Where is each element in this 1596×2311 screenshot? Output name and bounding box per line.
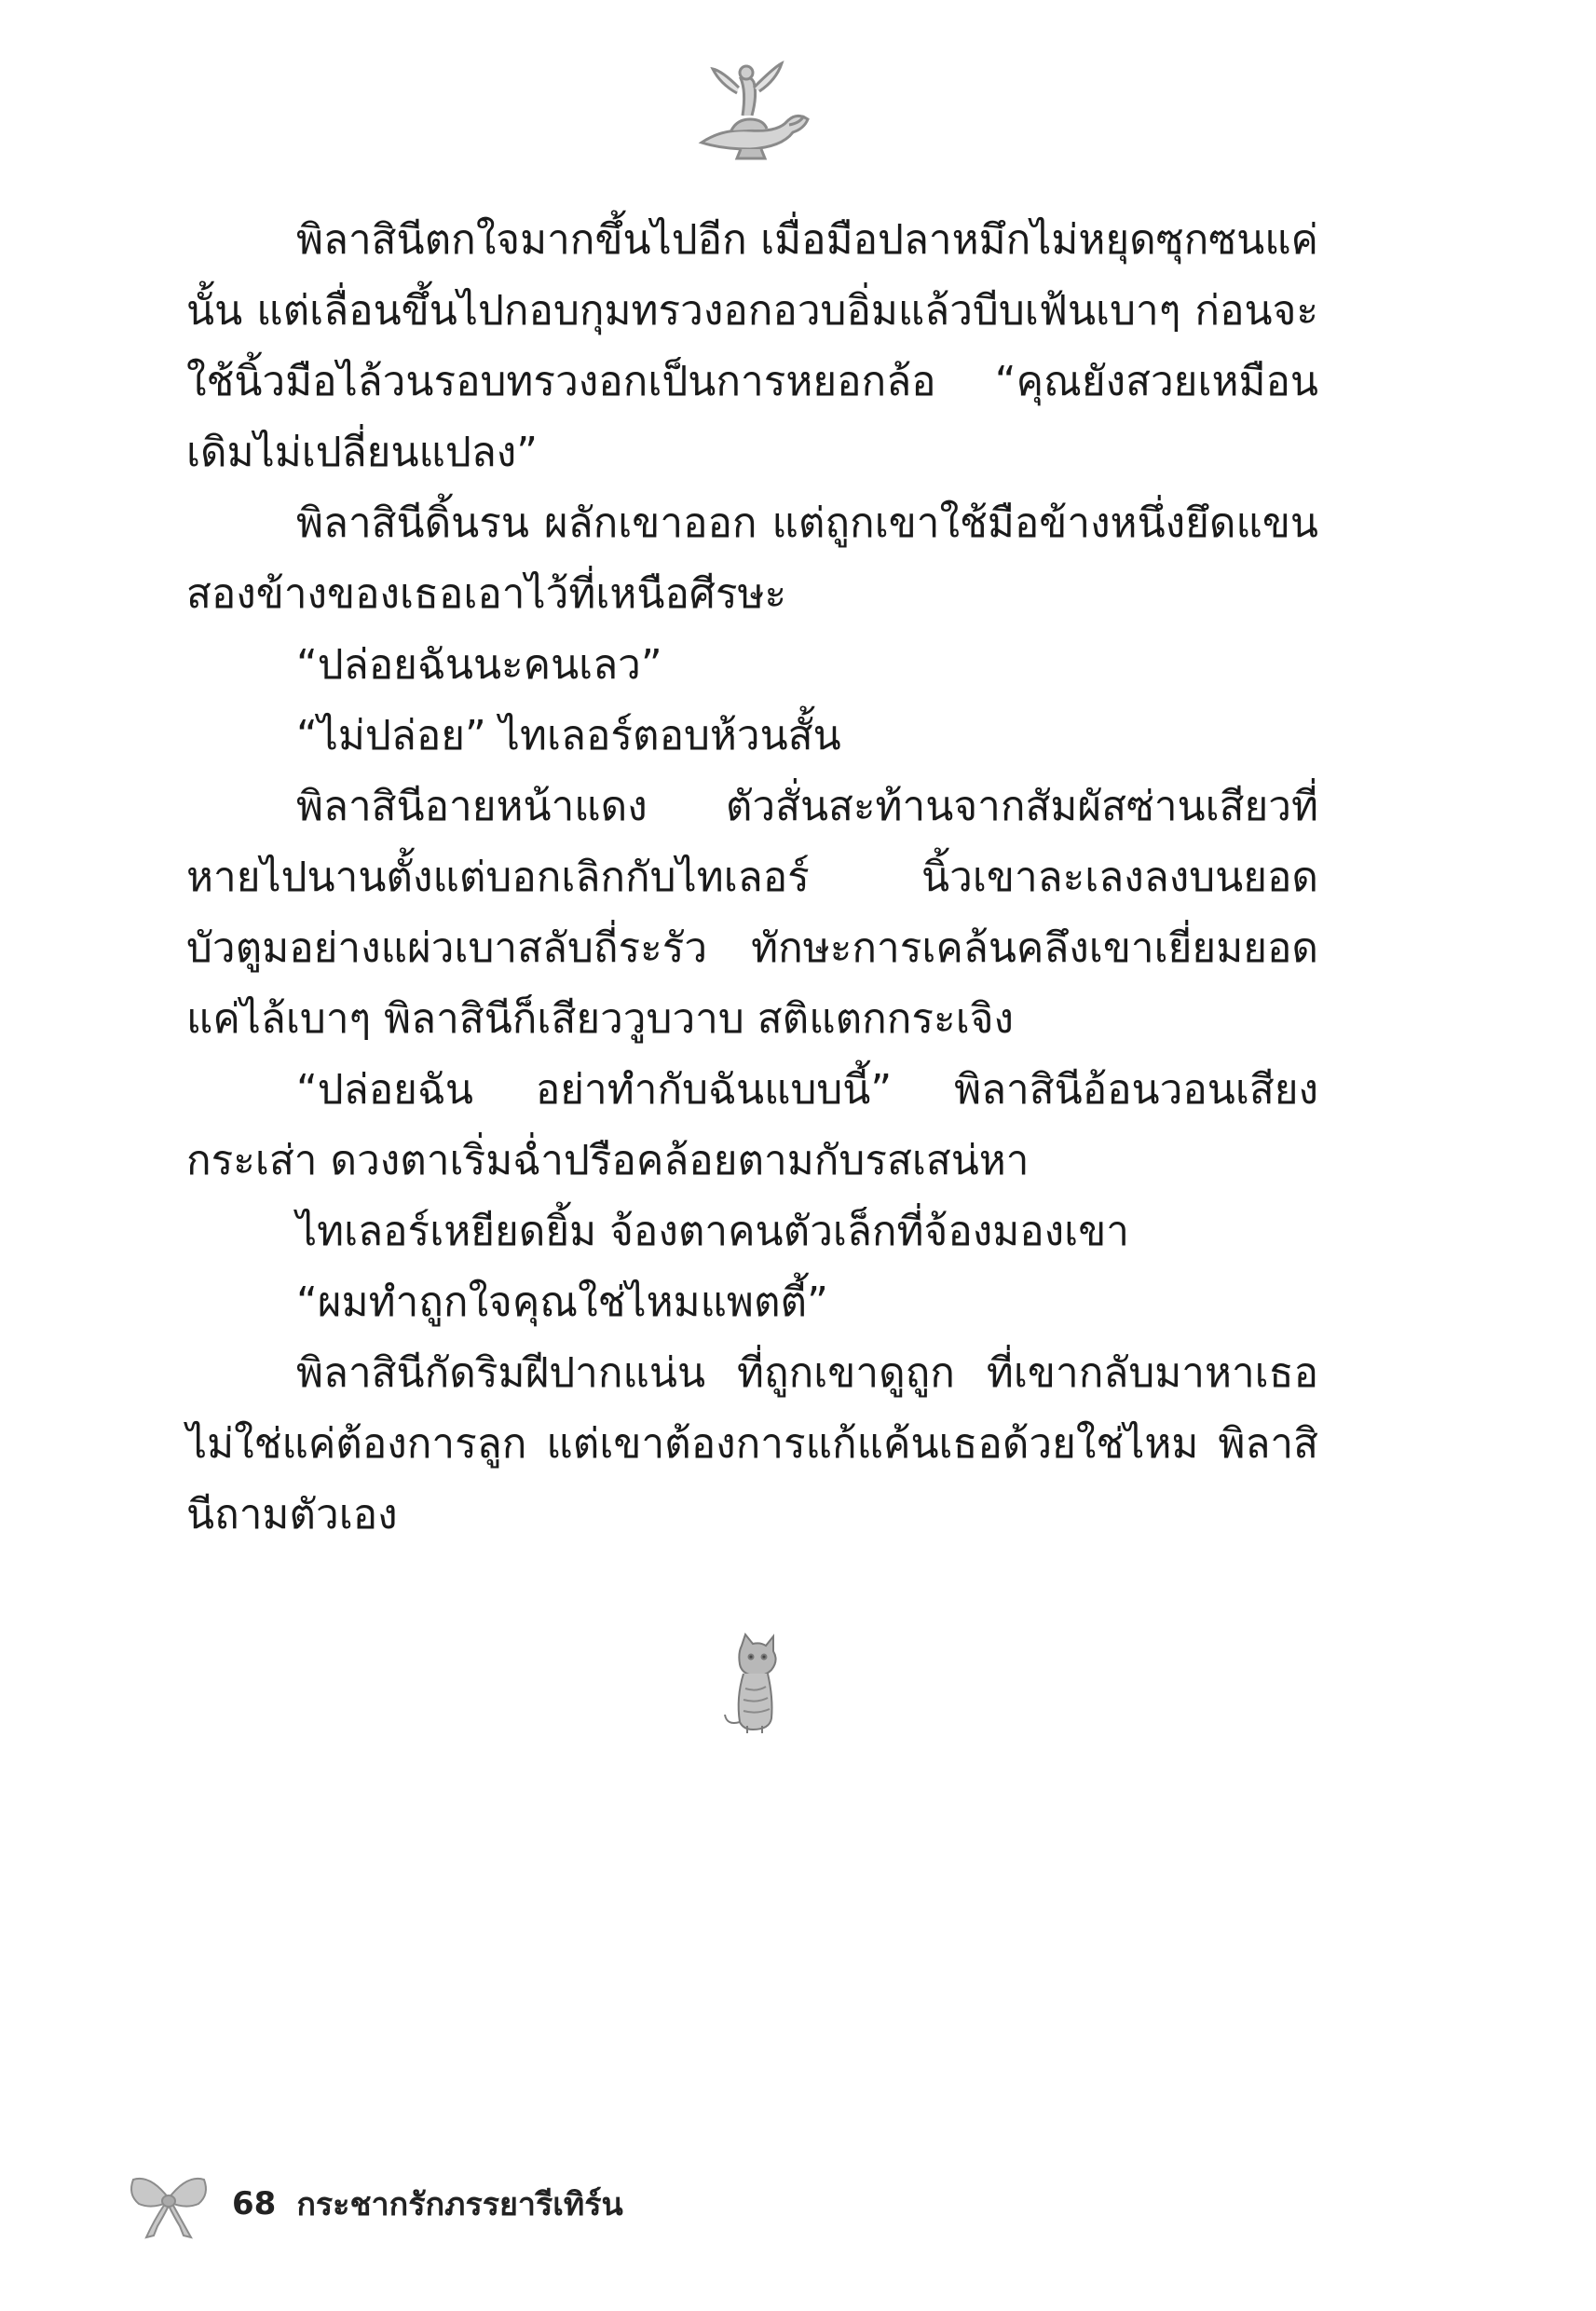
page-footer: [126, 2167, 623, 2241]
paragraph: พิลาสินีอายหน้าแดง ตัวสั่นสะท้านจากสัมผัสซ่านเสียวที่หายไปนานตั้งแต่บอกเลิกกับไทเลอร์ นิ้วเขาละเลงลงบนยอดบัวตูมอย่างแผ่วเบาสลับถี่ระรัว ทักษะการเคล้นคลึงเขาเยี่ยมยอด แค่ไล้เบาๆ พิลาสินีก็เสียววูบวาบ สติแตกกระเจิง: [186, 783, 1318, 1043]
paragraph: “ผมทำถูกใจคุณใช่ไหมแพตตี้”: [296, 1279, 828, 1326]
paragraph: พิลาสินีดิ้นรน ผลักเขาออก แต่ถูกเขาใช้มือข้างหนึ่งยึดแขนสองข้างของเธอเอาไว้ที่เหนือศีรษะ: [186, 499, 1318, 618]
page-number: 68: [232, 2185, 277, 2222]
paragraph: พิลาสินีตกใจมากขึ้นไปอีก เมื่อมือปลาหมึกไม่หยุดซุกซนแค่นั้น แต่เลื่อนขึ้นไปกอบกุมทรวงอกอวบอิ่มแล้วบีบเฟ้นเบาๆ ก่อนจะใช้นิ้วมือไล้วนรอบทรวงอกเป็นการหยอกล้อ “คุณยังสวยเหมือนเดิมไม่เปลี่ยนแปลง”: [186, 216, 1318, 476]
story-body: [186, 205, 1318, 1551]
paragraph: “ปล่อยฉัน อย่าทำกับฉันแบบนี้” พิลาสินีอ้อนวอนเสียงกระเส่า ดวงตาเริ่มฉ่ำปรือคล้อยตามกับรสเสน่หา: [186, 1066, 1318, 1184]
kitten-icon: [716, 1633, 790, 1737]
paragraph: “ปล่อยฉันนะคนเลว”: [296, 641, 662, 689]
book-title: กระชากรักภรรยารีเทิร์น: [296, 2186, 623, 2223]
ribbon-bow-icon: [126, 2167, 211, 2241]
paragraph: ไทเลอร์เหยียดยิ้ม จ้องตาคนตัวเล็กที่จ้องมองเขา: [296, 1208, 1129, 1255]
paragraph: พิลาสินีกัดริมฝีปากแน่น ที่ถูกเขาดูถูก ที่เขากลับมาหาเธอไม่ใช่แค่ต้องการลูก แต่เขาต้องการแก้แค้นเธอด้วยใช่ไหม พิลาสินีถามตัวเอง: [186, 1349, 1318, 1538]
genie-lamp-icon: [685, 54, 815, 166]
paragraph: “ไม่ปล่อย” ไทเลอร์ตอบห้วนสั้น: [296, 712, 841, 759]
